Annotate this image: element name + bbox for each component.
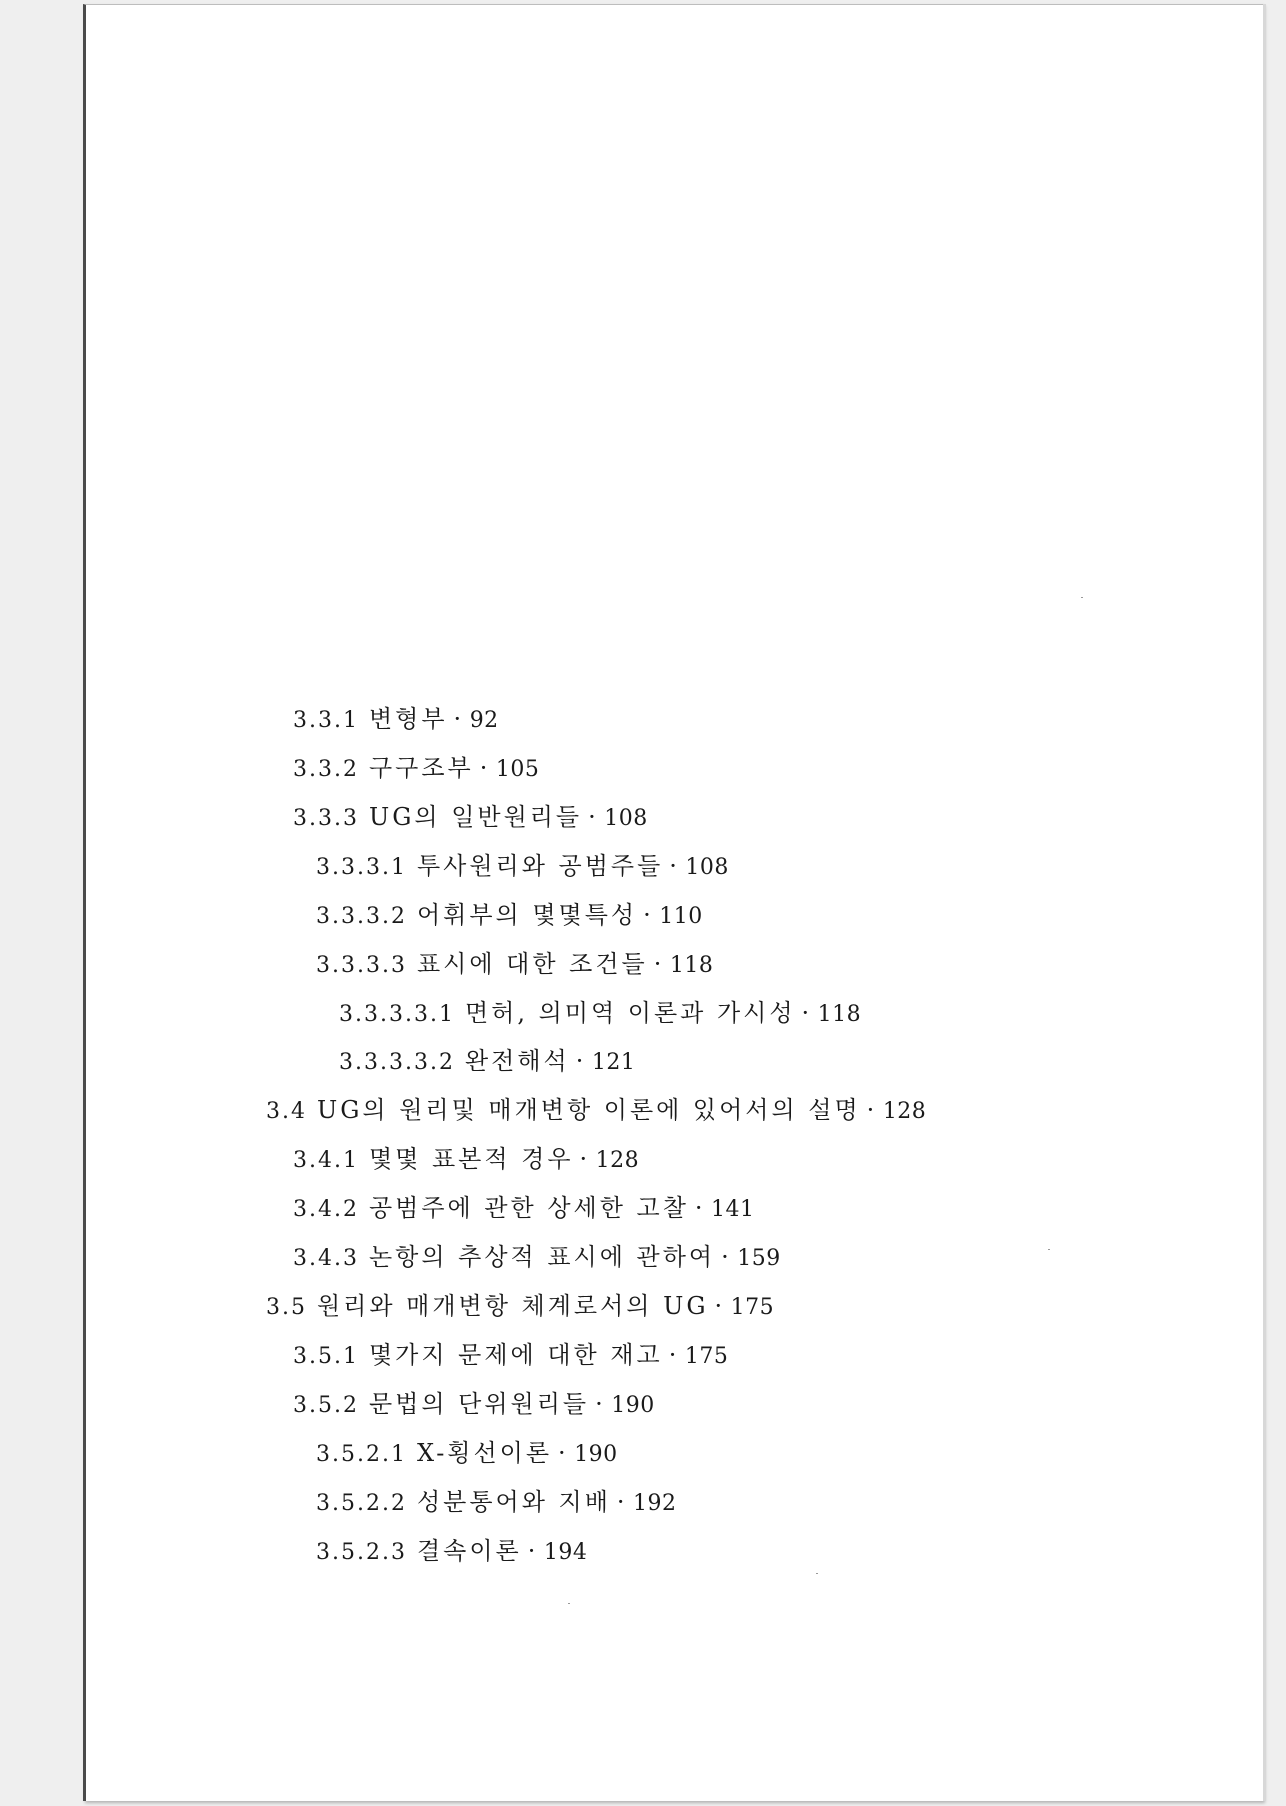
toc-entry-3-4-1 — [293, 1144, 639, 1176]
toc-entry-3-4 — [266, 1095, 926, 1127]
toc-entry-separator: · — [595, 1390, 604, 1418]
toc-entry-separator: · — [479, 754, 488, 782]
toc-entry-title: UG의 원리및 매개변항 이론에 있어서의 설명 — [317, 1096, 861, 1124]
toc-entry-title: 면허, 의미역 이론과 가시성 — [464, 999, 796, 1027]
toc-entry-page: 175 — [684, 1344, 729, 1369]
toc-entry-3-3-3-3 — [316, 949, 713, 981]
table-of-contents — [86, 5, 1263, 1801]
toc-entry-number: 3.3.3.1 — [316, 855, 407, 880]
toc-entry-separator: · — [866, 1096, 875, 1124]
toc-entry-3-5-2-3 — [316, 1536, 587, 1568]
toc-entry-3-3-3-3-1 — [339, 998, 861, 1030]
scan-speck — [568, 1603, 570, 1604]
toc-entry-separator: · — [616, 1488, 626, 1516]
toc-entry-number: 3.4.1 — [293, 1148, 359, 1173]
toc-entry-3-3-3-3-2 — [339, 1046, 635, 1078]
toc-entry-3-3-2 — [293, 753, 539, 785]
scan-speck — [1081, 597, 1083, 598]
toc-entry-number: 3.4 — [266, 1099, 307, 1124]
toc-entry-number: 3.3.3.2 — [316, 904, 407, 929]
toc-entry-page: 92 — [469, 708, 499, 733]
toc-entry-title: 완전해석 — [464, 1047, 570, 1075]
toc-entry-number: 3.3.3.3.1 — [339, 1002, 455, 1027]
toc-entry-separator: · — [588, 803, 597, 831]
toc-entry-title: 구구조부 — [368, 754, 474, 782]
toc-entry-page: 118 — [817, 1002, 862, 1027]
toc-entry-title: 몇몇 표본적 경우 — [368, 1145, 574, 1173]
toc-entry-separator: · — [801, 999, 810, 1027]
toc-entry-3-3-3-1 — [316, 851, 729, 883]
toc-entry-title: 문법의 단위원리들 — [368, 1390, 590, 1418]
toc-entry-number: 3.5 — [266, 1295, 307, 1320]
toc-entry-page: 159 — [737, 1246, 781, 1271]
toc-entry-title: UG의 일반원리들 — [368, 803, 583, 831]
toc-entry-separator: · — [653, 950, 662, 978]
toc-entry-number: 3.3.3.3 — [316, 953, 407, 978]
toc-entry-separator: · — [453, 705, 462, 733]
toc-entry-title: 성분통어와 지배 — [416, 1488, 611, 1516]
toc-entry-3-3-3-2 — [316, 900, 703, 932]
toc-entry-page: 118 — [669, 953, 714, 978]
toc-entry-number: 3.5.2 — [293, 1393, 359, 1418]
toc-entry-page: 128 — [882, 1099, 927, 1124]
toc-entry-separator: · — [575, 1047, 584, 1075]
toc-entry-3-5 — [266, 1291, 774, 1323]
toc-entry-number: 3.3.3.3.2 — [339, 1050, 455, 1075]
toc-entry-separator: · — [721, 1243, 730, 1271]
toc-entry-3-5-2-2 — [316, 1487, 677, 1519]
toc-entry-number: 3.5.1 — [293, 1344, 359, 1369]
toc-entry-separator: · — [558, 1439, 567, 1467]
toc-entry-page: 108 — [604, 806, 648, 831]
toc-entry-separator: · — [669, 852, 678, 880]
toc-entry-number: 3.4.2 — [293, 1197, 359, 1222]
toc-entry-3-4-3 — [293, 1242, 781, 1274]
toc-entry-3-3-3 — [293, 802, 648, 834]
toc-entry-page: 105 — [495, 757, 540, 782]
toc-entry-number: 3.4.3 — [293, 1246, 359, 1271]
toc-entry-number: 3.5.2.1 — [316, 1442, 407, 1467]
toc-entry-page: 175 — [730, 1295, 775, 1320]
toc-entry-3-3-1 — [293, 704, 499, 736]
toc-entry-separator: · — [694, 1194, 704, 1222]
toc-entry-3-5-2 — [293, 1389, 655, 1421]
toc-entry-separator: · — [579, 1145, 588, 1173]
toc-entry-page: 194 — [543, 1540, 588, 1565]
toc-entry-title: 공범주에 관한 상세한 고찰 — [368, 1194, 689, 1222]
scan-speck — [1048, 1249, 1050, 1250]
toc-entry-separator: · — [527, 1537, 536, 1565]
toc-entry-title: 투사원리와 공범주들 — [416, 852, 664, 880]
toc-entry-3-5-1 — [293, 1340, 728, 1372]
toc-entry-number: 3.5.2.3 — [316, 1540, 407, 1565]
toc-entry-separator: · — [668, 1341, 677, 1369]
toc-entry-page: 141 — [711, 1197, 755, 1222]
toc-entry-page: 121 — [591, 1050, 636, 1075]
toc-entry-title: 어휘부의 몇몇특성 — [416, 901, 638, 929]
toc-entry-page: 108 — [685, 855, 729, 880]
toc-entry-page: 192 — [633, 1491, 677, 1516]
toc-entry-separator: · — [714, 1292, 723, 1320]
toc-entry-page: 190 — [611, 1393, 655, 1418]
toc-entry-separator: · — [643, 901, 652, 929]
page-edge — [1263, 4, 1266, 1801]
toc-entry-page: 128 — [595, 1148, 640, 1173]
toc-entry-title: 결속이론 — [416, 1537, 522, 1565]
book-page — [83, 4, 1263, 1801]
toc-entry-number: 3.3.3 — [293, 806, 359, 831]
toc-entry-number: 3.3.2 — [293, 757, 359, 782]
toc-entry-3-4-2 — [293, 1193, 755, 1225]
toc-entry-title: 몇가지 문제에 대한 재고 — [368, 1341, 663, 1369]
scan-speck — [816, 1573, 818, 1574]
toc-entry-3-5-2-1 — [316, 1438, 618, 1470]
toc-entry-title: 변형부 — [368, 705, 448, 733]
toc-entry-number: 3.5.2.2 — [316, 1491, 407, 1516]
toc-entry-page: 190 — [574, 1442, 618, 1467]
toc-entry-page: 110 — [659, 904, 703, 929]
toc-entry-title: X-횡선이론 — [416, 1439, 553, 1467]
toc-entry-title: 원리와 매개변항 체계로서의 UG — [317, 1292, 709, 1320]
toc-entry-number: 3.3.1 — [293, 708, 359, 733]
toc-entry-title: 표시에 대한 조건들 — [416, 950, 648, 978]
toc-entry-title: 논항의 추상적 표시에 관하여 — [368, 1243, 716, 1271]
